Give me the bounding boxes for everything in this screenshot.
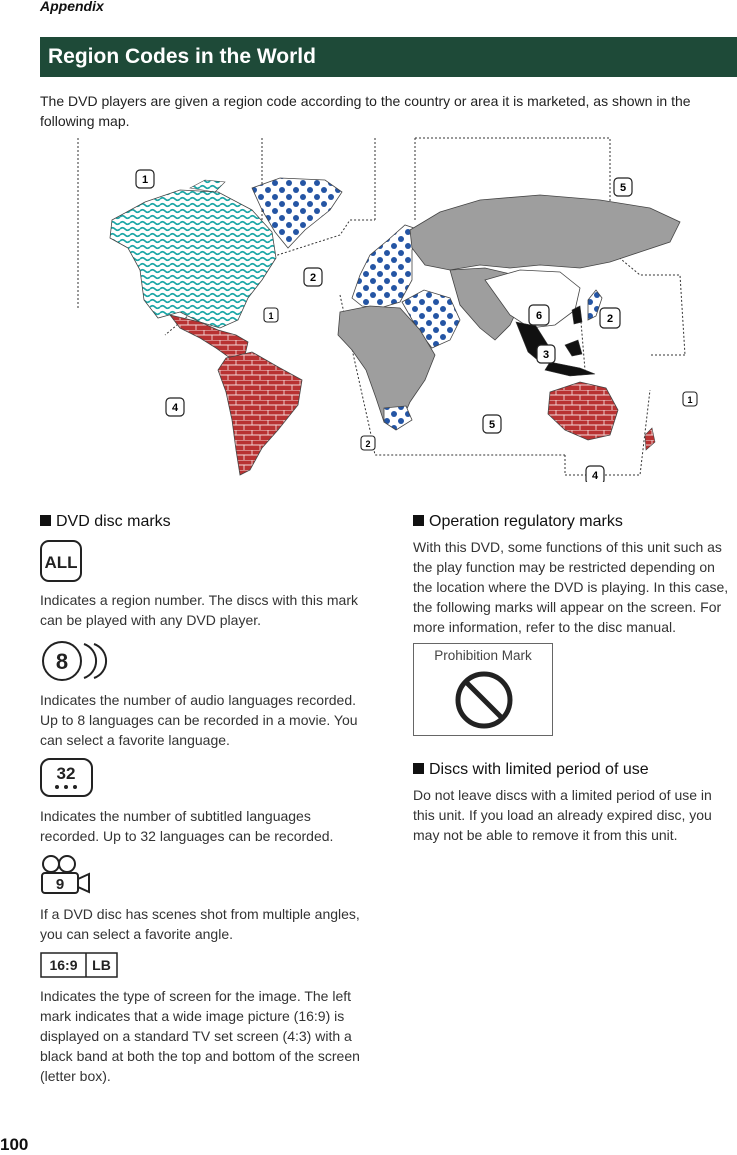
camera-angle-desc: If a DVD disc has scenes shot from multiple angles, you can select a favorite angle. xyxy=(40,906,360,942)
region-badge xyxy=(304,268,322,286)
dvd-marks-heading: DVD disc marks xyxy=(40,512,370,532)
square-bullet-icon xyxy=(413,763,424,774)
region-badge xyxy=(136,170,154,188)
region-badge xyxy=(483,415,501,433)
north-asia xyxy=(410,195,680,270)
subtitle-languages-desc: Indicates the number of subtitled languages recorded. Up to 32 languages can be recorded. xyxy=(40,808,334,844)
intro-text: The DVD players are given a region code according to the country or area it is marketed, as shown in the following map. xyxy=(40,93,691,129)
svg-text:4: 4 xyxy=(591,470,599,482)
all-region-icon xyxy=(40,540,82,582)
operation-marks-heading: Operation regulatory marks xyxy=(413,512,737,532)
north-america xyxy=(110,180,276,328)
screen-format-icon xyxy=(40,952,118,978)
svg-text:32: 32 xyxy=(56,764,76,783)
square-bullet-icon xyxy=(40,515,51,526)
svg-text:2: 2 xyxy=(606,313,614,325)
region-map xyxy=(40,130,737,482)
svg-text:ALL: ALL xyxy=(44,553,78,572)
operation-marks-section xyxy=(413,512,737,845)
svg-text:1: 1 xyxy=(141,174,149,186)
svg-text:5: 5 xyxy=(619,182,627,194)
audio-languages-desc: Indicates the number of audio languages recorded. Up to 8 languages can be recorded in a movie. You can select a favorite language. xyxy=(40,692,358,748)
australia xyxy=(548,382,618,440)
region-badge xyxy=(529,305,549,325)
svg-text:1: 1 xyxy=(687,395,693,405)
region-badge xyxy=(586,466,604,482)
svg-text:3: 3 xyxy=(542,349,550,361)
region-badge xyxy=(600,308,620,328)
prohibition-mark-box xyxy=(413,643,553,736)
prohibition-mark-label: Prohibition Mark xyxy=(434,648,532,663)
page-title: Region Codes in the World xyxy=(40,37,737,77)
section-label: Appendix xyxy=(40,0,104,14)
svg-text:LB: LB xyxy=(92,957,111,973)
camera-angle-icon xyxy=(40,854,92,896)
latin-america xyxy=(170,315,302,475)
page-number: 100 xyxy=(0,1135,29,1154)
svg-text:2: 2 xyxy=(365,439,371,449)
subtitle-languages-icon xyxy=(40,758,94,798)
square-bullet-icon xyxy=(413,515,424,526)
region-badge xyxy=(683,392,697,406)
region-badge xyxy=(537,345,555,363)
svg-text:4: 4 xyxy=(171,402,179,414)
svg-text:6: 6 xyxy=(535,310,543,322)
audio-languages-icon xyxy=(40,640,116,682)
svg-text:9: 9 xyxy=(55,876,65,893)
south-africa xyxy=(384,406,412,430)
all-region-desc: Indicates a region number. The discs with this mark can be played with any DVD player. xyxy=(40,592,359,628)
new-zealand xyxy=(645,428,655,450)
region-badge xyxy=(166,398,184,416)
region-badge xyxy=(264,308,278,322)
svg-text:16:9: 16:9 xyxy=(49,957,78,973)
svg-text:8: 8 xyxy=(55,649,69,674)
region-badge xyxy=(614,178,632,196)
limited-discs-heading: Discs with limited period of use xyxy=(413,760,737,780)
svg-text:1: 1 xyxy=(268,311,274,321)
prohibition-icon xyxy=(454,670,514,730)
limited-discs-desc: Do not leave discs with a limited period of use in this unit. If you load an already expired disc, you may not be able to remove it from this unit. xyxy=(413,787,712,843)
region-badge xyxy=(361,436,375,450)
svg-text:2: 2 xyxy=(309,272,317,284)
operation-marks-desc: With this DVD, some functions of this unit such as the play function may be restricted depending on the location where the DVD is playing. In this case, the following marks will appear on the screen. For more information, refer to the disc manual. xyxy=(413,539,729,635)
svg-text:5: 5 xyxy=(488,419,496,431)
europe xyxy=(352,225,420,308)
dvd-marks-section xyxy=(40,512,370,1086)
screen-format-desc: Indicates the type of screen for the image. The left mark indicates that a wide image picture (16:9) is displayed on a standard TV set screen (4:3) with a black band at both the top and bottom of the screen (letter box). xyxy=(40,988,360,1084)
